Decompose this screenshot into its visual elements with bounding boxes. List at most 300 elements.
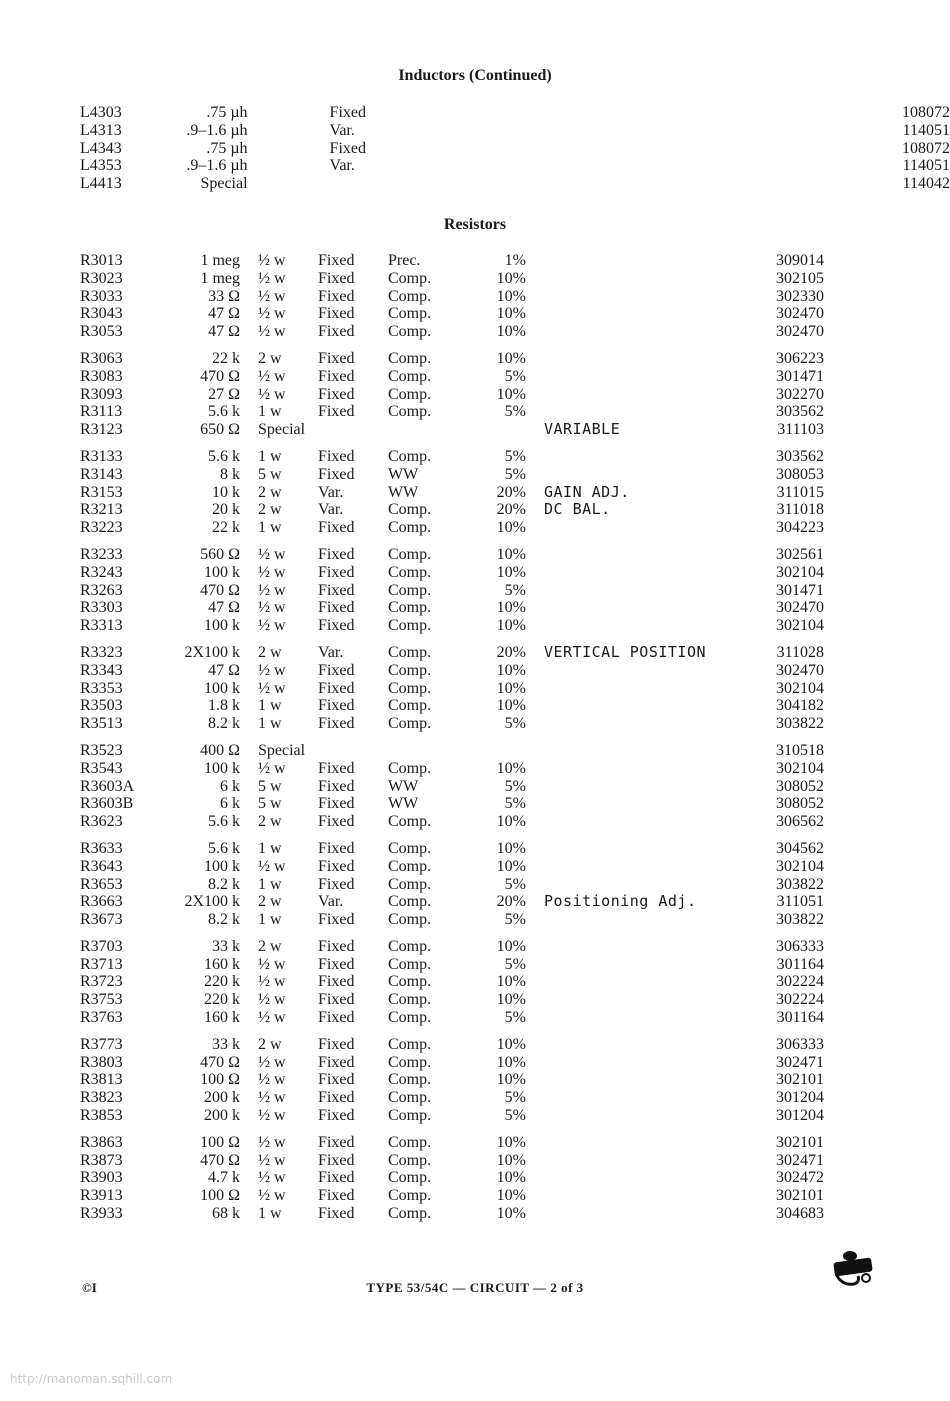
table-row: [80, 270, 824, 288]
value-cell: 6 k: [220, 795, 240, 813]
table-row: [80, 973, 824, 991]
table-row: [80, 697, 824, 715]
part-number-cell: 302270: [776, 385, 824, 403]
value-cell: 100 k: [204, 617, 240, 635]
composition-cell: Comp.: [388, 1169, 432, 1187]
table-row: [80, 1071, 824, 1089]
table-row: [80, 288, 824, 306]
description-cell: [544, 680, 744, 698]
part-number-cell: 303822: [776, 875, 824, 893]
tolerance-cell: 10%: [496, 1169, 526, 1187]
part-number-cell: 303822: [776, 715, 824, 733]
wattage-cell: ½ w: [258, 1071, 286, 1089]
group-spacer: [80, 831, 824, 840]
ref-cell: R3763: [80, 1009, 123, 1027]
type-cell: Fixed: [318, 465, 355, 483]
composition-cell: Comp.: [388, 937, 432, 955]
tolerance-cell: 5%: [504, 955, 526, 973]
wattage-cell: ½ w: [258, 1187, 286, 1205]
table-row: [80, 858, 824, 876]
ref-cell: R3313: [80, 617, 123, 635]
description-cell: VARIABLE: [544, 420, 621, 439]
part-number-cell: 301204: [776, 1089, 824, 1107]
description-cell: [544, 288, 744, 306]
part-number-cell: 108072: [902, 104, 950, 121]
wattage-cell: ½ w: [258, 1009, 286, 1027]
table-row: [80, 1009, 824, 1027]
table-row: [80, 1089, 824, 1107]
type-cell: Fixed: [318, 875, 355, 893]
type-cell: Var.: [329, 157, 355, 175]
value-cell: Special: [200, 175, 248, 193]
wattage-cell: 2 w: [258, 349, 282, 367]
type-cell: Fixed: [318, 403, 355, 421]
description-cell: [544, 1054, 744, 1072]
composition-cell: Comp.: [388, 839, 432, 857]
wattage-cell: 2 w: [258, 1035, 282, 1053]
part-number-cell: 304223: [776, 519, 824, 537]
wattage-cell: 1 w: [258, 447, 282, 465]
tolerance-cell: 10%: [496, 349, 526, 367]
description-cell: [544, 742, 744, 760]
value-cell: 1 meg: [200, 252, 240, 269]
group-spacer: [80, 537, 824, 546]
part-number-cell: 302470: [776, 323, 824, 341]
ref-cell: R3913: [80, 1187, 123, 1205]
table-row: [80, 305, 824, 323]
part-number-cell: 311018: [776, 501, 824, 519]
value-cell: 2X100 k: [184, 893, 240, 911]
composition-cell: Comp.: [388, 875, 432, 893]
wattage-cell: ½ w: [258, 973, 286, 991]
wattage-cell: ½ w: [258, 1107, 286, 1125]
ref-cell: R3133: [80, 447, 123, 465]
composition-cell: Comp.: [388, 599, 432, 617]
group-spacer: [80, 733, 824, 742]
ref-cell: R3673: [80, 911, 123, 929]
value-cell: 200 k: [204, 1089, 240, 1107]
tolerance-cell: 10%: [496, 563, 526, 581]
value-cell: 33 Ω: [208, 287, 240, 305]
wattage-cell: 1 w: [258, 839, 282, 857]
part-number-cell: 114051: [902, 121, 950, 139]
ref-cell: L4313: [80, 121, 122, 139]
composition-cell: Comp.: [388, 1009, 432, 1027]
footer-title: TYPE 53/54C — CIRCUIT — 2 of 3: [366, 1280, 584, 1295]
composition-cell: Comp.: [388, 519, 432, 537]
wattage-cell: 1 w: [258, 715, 282, 733]
tolerance-cell: 10%: [496, 1151, 526, 1169]
wattage-cell: 1 w: [258, 911, 282, 929]
tolerance-cell: 1%: [504, 252, 526, 269]
tolerance-cell: 5%: [504, 367, 526, 385]
tolerance-cell: 20%: [496, 501, 526, 519]
tolerance-cell: 10%: [496, 385, 526, 403]
table-row: [80, 1054, 824, 1072]
composition-cell: Comp.: [388, 813, 432, 831]
type-cell: Fixed: [318, 617, 355, 635]
composition-cell: Comp.: [388, 403, 432, 421]
type-cell: [318, 742, 388, 760]
value-cell: 470 Ω: [200, 367, 240, 385]
part-number-cell: 302104: [776, 857, 824, 875]
description-cell: [544, 840, 744, 858]
ref-cell: R3083: [80, 367, 123, 385]
description-cell: [544, 858, 744, 876]
table-row: [80, 1036, 824, 1054]
ref-cell: L4303: [80, 104, 122, 121]
table-row: [80, 140, 950, 158]
tolerance-cell: 5%: [504, 911, 526, 929]
wattage-cell: ½ w: [258, 252, 286, 269]
watermark-url: http://manoman.sqhill.com: [10, 1372, 173, 1386]
part-number-cell: 114042: [902, 175, 950, 193]
tolerance-cell: 10%: [496, 813, 526, 831]
table-row: [80, 938, 824, 956]
tolerance-cell: 10%: [496, 991, 526, 1009]
composition-cell: Comp.: [388, 581, 432, 599]
wattage-cell: 2 w: [258, 813, 282, 831]
value-cell: .9–1.6 µh: [186, 121, 248, 139]
wattage-cell: 2 w: [258, 483, 282, 501]
description-cell: [544, 368, 744, 386]
ref-cell: R3063: [80, 349, 123, 367]
type-cell: Fixed: [318, 857, 355, 875]
value-cell: 470 Ω: [200, 1151, 240, 1169]
value-cell: 68 k: [212, 1205, 240, 1223]
ref-cell: R3653: [80, 875, 123, 893]
part-number-cell: 303822: [776, 911, 824, 929]
table-row: [80, 466, 824, 484]
part-number-cell: 302224: [776, 991, 824, 1009]
tolerance-cell: 10%: [496, 839, 526, 857]
type-cell: Fixed: [318, 777, 355, 795]
part-number-cell: 302101: [776, 1187, 824, 1205]
table-row: [80, 1169, 824, 1187]
description-cell: [544, 252, 744, 270]
tolerance-cell: 10%: [496, 519, 526, 537]
composition-cell: Comp.: [388, 1133, 432, 1151]
value-cell: 650 Ω: [200, 421, 240, 439]
wattage-cell: ½ w: [258, 599, 286, 617]
value-cell: 5.6 k: [208, 447, 240, 465]
type-cell: Fixed: [318, 599, 355, 617]
wattage-cell: ½ w: [258, 1053, 286, 1071]
value-cell: 4.7 k: [208, 1169, 240, 1187]
group-spacer: [80, 1125, 824, 1134]
value-cell: 160 k: [204, 955, 240, 973]
ref-cell: R3853: [80, 1107, 123, 1125]
ref-cell: R3323: [80, 643, 123, 661]
ref-cell: R3233: [80, 545, 123, 563]
composition-cell: Comp.: [388, 349, 432, 367]
value-cell: 20 k: [212, 501, 240, 519]
description-cell: [544, 1071, 744, 1089]
part-number-cell: 302470: [776, 599, 824, 617]
ref-cell: R3243: [80, 563, 123, 581]
composition-cell: Comp.: [388, 955, 432, 973]
value-cell: 100 k: [204, 679, 240, 697]
part-number-cell: 302105: [776, 269, 824, 287]
tolerance-cell: 10%: [496, 1053, 526, 1071]
type-cell: Fixed: [318, 305, 355, 323]
table-row: [80, 386, 824, 404]
composition-cell: Comp.: [388, 1205, 432, 1223]
wattage-cell: ½ w: [258, 617, 286, 635]
composition-cell: Comp.: [388, 661, 432, 679]
value-cell: 8.2 k: [208, 875, 240, 893]
wattage-cell: ½ w: [258, 661, 286, 679]
ref-cell: R3723: [80, 973, 123, 991]
value-cell: 1 meg: [200, 269, 240, 287]
part-number-cell: 302471: [776, 1053, 824, 1071]
ref-cell: R3013: [80, 252, 123, 269]
composition-cell: WW: [388, 483, 419, 501]
composition-cell: Comp.: [388, 697, 432, 715]
ref-cell: L4343: [80, 139, 122, 157]
wattage-cell: ½ w: [258, 679, 286, 697]
description-cell: [544, 599, 744, 617]
part-number-cell: 302561: [776, 545, 824, 563]
description-cell: [544, 813, 744, 831]
type-cell: Fixed: [318, 1009, 355, 1027]
tolerance-cell: 10%: [496, 1133, 526, 1151]
wattage-cell: Special: [258, 741, 306, 759]
composition-cell: Comp.: [388, 545, 432, 563]
table-row: [80, 778, 824, 796]
part-number-cell: 303562: [776, 447, 824, 465]
tolerance-cell: 5%: [504, 795, 526, 813]
wattage-cell: ½ w: [258, 545, 286, 563]
type-cell: Fixed: [318, 839, 355, 857]
ref-cell: R3933: [80, 1205, 123, 1223]
ref-cell: R3633: [80, 839, 123, 857]
composition-cell: Comp.: [388, 1071, 432, 1089]
type-cell: Fixed: [318, 697, 355, 715]
description-cell: [544, 715, 744, 733]
wattage-cell: ½ w: [258, 323, 286, 341]
composition-cell: Comp.: [388, 1089, 432, 1107]
tektronix-logo-icon: [828, 1248, 878, 1288]
composition-cell: Comp.: [388, 367, 432, 385]
table-row: [80, 742, 824, 760]
type-cell: Fixed: [329, 139, 366, 157]
tolerance-cell: 5%: [504, 715, 526, 733]
type-cell: Fixed: [318, 1205, 355, 1223]
wattage-cell: ½ w: [258, 759, 286, 777]
value-cell: 33 k: [212, 937, 240, 955]
value-cell: 47 Ω: [208, 305, 240, 323]
description-cell: [544, 270, 744, 288]
wattage-cell: ½ w: [258, 287, 286, 305]
ref-cell: R3343: [80, 661, 123, 679]
table-row: [80, 662, 824, 680]
description-cell: [544, 876, 744, 894]
description-cell: [544, 938, 744, 956]
part-number-cell: 108072: [902, 139, 950, 157]
type-cell: Fixed: [318, 991, 355, 1009]
type-cell: Var.: [318, 501, 344, 519]
table-row: [80, 350, 824, 368]
composition-cell: WW: [388, 777, 419, 795]
table-row: [80, 1187, 824, 1205]
ref-cell: R3303: [80, 599, 123, 617]
value-cell: 33 k: [212, 1035, 240, 1053]
type-cell: Fixed: [318, 269, 355, 287]
part-number-cell: 306333: [776, 937, 824, 955]
table-row: [80, 617, 824, 635]
part-number-cell: 302472: [776, 1169, 824, 1187]
table-row: [80, 911, 824, 929]
composition-cell: Comp.: [388, 857, 432, 875]
wattage-cell: ½ w: [258, 1089, 286, 1107]
value-cell: 160 k: [204, 1009, 240, 1027]
table-row: [80, 501, 824, 519]
description-cell: [544, 350, 744, 368]
composition-cell: Comp.: [388, 679, 432, 697]
part-number-cell: 311103: [777, 421, 824, 439]
table-row: [80, 715, 824, 733]
value-cell: .75 µh: [206, 139, 248, 157]
type-cell: Fixed: [318, 661, 355, 679]
ref-cell: R3143: [80, 465, 123, 483]
type-cell: Fixed: [318, 287, 355, 305]
description-cell: [544, 564, 744, 582]
composition-cell: Comp.: [388, 323, 432, 341]
ref-cell: R3513: [80, 715, 123, 733]
wattage-cell: ½ w: [258, 563, 286, 581]
part-number-cell: 311015: [776, 483, 824, 501]
wattage-cell: ½ w: [258, 269, 286, 287]
value-cell: 560 Ω: [200, 545, 240, 563]
group-spacer: [80, 1027, 824, 1036]
value-cell: 100 k: [204, 759, 240, 777]
description-cell: [544, 973, 744, 991]
table-row: [80, 1152, 824, 1170]
composition-cell: Prec.: [388, 252, 421, 269]
group-spacer: [80, 929, 824, 938]
description-cell: [544, 1089, 744, 1107]
description-cell: [544, 466, 744, 484]
inductors-heading: Inductors (Continued): [398, 67, 552, 84]
part-number-cell: 301471: [776, 581, 824, 599]
composition-cell: Comp.: [388, 269, 432, 287]
table-row: [80, 599, 824, 617]
tolerance-cell: 10%: [496, 305, 526, 323]
description-cell: [544, 1107, 744, 1125]
wattage-cell: 2 w: [258, 937, 282, 955]
type-cell: Fixed: [318, 955, 355, 973]
description-cell: GAIN ADJ.: [544, 482, 630, 501]
wattage-cell: ½ w: [258, 1169, 286, 1187]
description-cell: [544, 1009, 744, 1027]
tolerance-cell: 10%: [496, 1035, 526, 1053]
wattage-cell: ½ w: [258, 955, 286, 973]
part-number-cell: 306223: [776, 349, 824, 367]
ref-cell: R3603A: [80, 777, 135, 795]
wattage-cell: ½ w: [258, 1133, 286, 1151]
type-cell: [330, 175, 529, 193]
table-row: [80, 582, 824, 600]
description-cell: [544, 1036, 744, 1054]
type-cell: Fixed: [318, 937, 355, 955]
group-spacer: [80, 341, 824, 350]
value-cell: 470 Ω: [200, 1053, 240, 1071]
type-cell: Fixed: [318, 349, 355, 367]
ref-cell: R3093: [80, 385, 123, 403]
part-number-cell: 311051: [776, 893, 824, 911]
description-cell: [544, 778, 744, 796]
tolerance-cell: 10%: [496, 937, 526, 955]
part-number-cell: 302104: [776, 617, 824, 635]
wattage-cell: ½ w: [258, 991, 286, 1009]
description-cell: [544, 956, 744, 974]
part-number-cell: 302104: [776, 679, 824, 697]
table-row: [80, 368, 824, 386]
part-number-cell: 302104: [776, 563, 824, 581]
description-cell: [544, 1152, 744, 1170]
value-cell: 5.6 k: [208, 813, 240, 831]
description-cell: [544, 617, 744, 635]
ref-cell: R3603B: [80, 795, 134, 813]
tolerance-cell: 10%: [496, 545, 526, 563]
description-cell: [544, 1205, 744, 1223]
description-cell: [544, 991, 744, 1009]
ref-cell: R3643: [80, 857, 123, 875]
ref-cell: R3123: [80, 421, 123, 439]
ref-cell: R3713: [80, 955, 123, 973]
table-row: [80, 546, 824, 564]
ref-cell: R3503: [80, 697, 123, 715]
part-number-cell: 310518: [776, 741, 824, 759]
description-cell: [544, 1187, 744, 1205]
tolerance-cell: 10%: [496, 269, 526, 287]
value-cell: 6 k: [220, 777, 240, 795]
composition-cell: Comp.: [388, 991, 432, 1009]
tolerance-cell: 5%: [504, 1089, 526, 1107]
type-cell: Fixed: [318, 1035, 355, 1053]
table-row: [80, 893, 824, 911]
composition-cell: WW: [388, 795, 419, 813]
part-number-cell: 311028: [776, 643, 824, 661]
composition-cell: Comp.: [388, 447, 432, 465]
resistors-heading: Resistors: [443, 216, 507, 233]
part-number-cell: 304683: [776, 1205, 824, 1223]
composition-cell: Comp.: [388, 501, 432, 519]
type-cell: Fixed: [318, 385, 355, 403]
tolerance-cell: 10%: [496, 857, 526, 875]
type-cell: Fixed: [318, 1151, 355, 1169]
tolerance-cell: 5%: [504, 447, 526, 465]
composition-cell: [388, 742, 466, 760]
tolerance-cell: [466, 421, 544, 439]
wattage-cell: 2 w: [258, 893, 282, 911]
type-cell: Fixed: [318, 1169, 355, 1187]
tolerance-cell: 5%: [504, 875, 526, 893]
description-cell: [544, 1134, 744, 1152]
value-cell: 47 Ω: [208, 323, 240, 341]
value-cell: 8.2 k: [208, 715, 240, 733]
composition-cell: Comp.: [388, 911, 432, 929]
tolerance-cell: 10%: [496, 973, 526, 991]
value-cell: 100 k: [204, 857, 240, 875]
table-row: [80, 484, 824, 502]
table-row: [80, 644, 824, 662]
wattage-cell: 5 w: [258, 465, 282, 483]
part-number-cell: 301164: [776, 955, 824, 973]
type-cell: Var.: [318, 893, 344, 911]
composition-cell: Comp.: [388, 893, 432, 911]
